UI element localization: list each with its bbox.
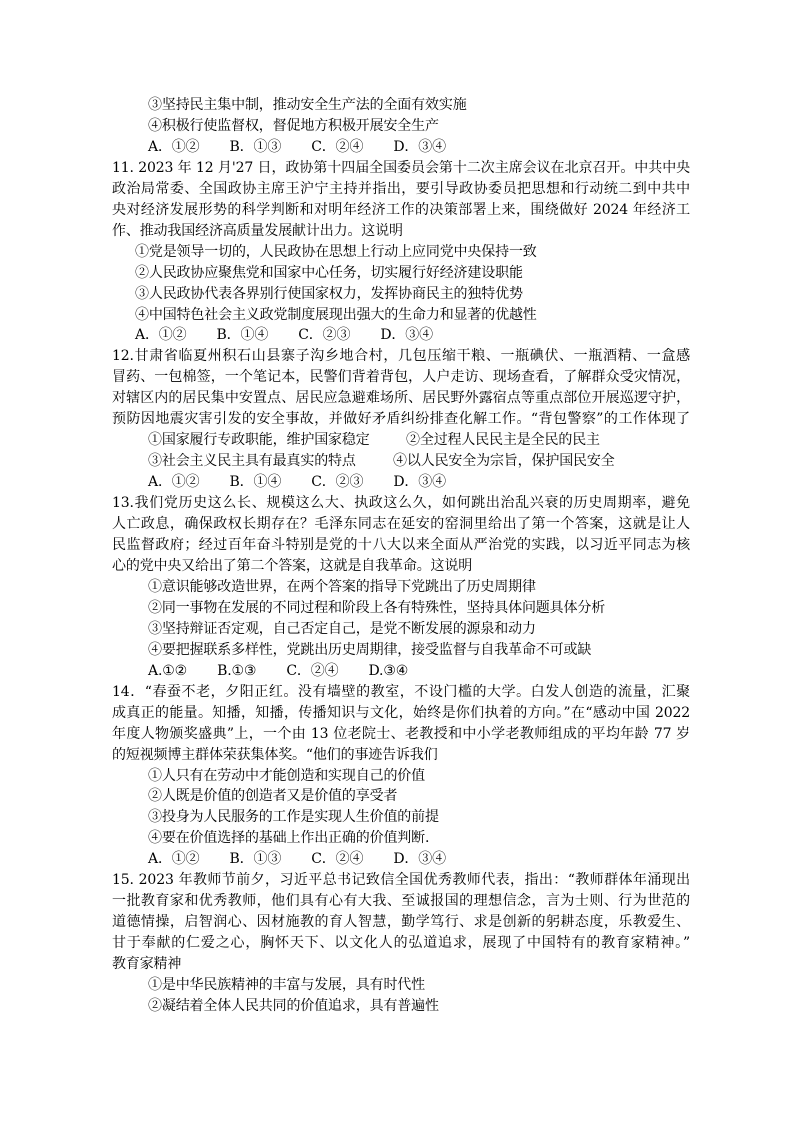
q11-choices — [112, 325, 690, 346]
q13-stem-line: 13.我们党历史这么长、规模这么大、执政这么久，如何跳出治乱兴衰的历史周期率，避免 — [112, 495, 690, 512]
choice-a: A．①② — [135, 327, 187, 344]
choice-b: B．①③ — [229, 138, 282, 155]
q14-option: ④要在价值选择的基础上作出正确的价值判断. — [148, 830, 430, 847]
q12-option: ④以人民安全为宗旨，保护国民安全 — [393, 453, 615, 470]
q12-stem-line: 12.甘肃省临夏州积石山县寨子沟乡地合村，几包压缩干粮、一瓶碘伏、一瓶酒精、一盒感 — [112, 348, 690, 365]
q15-option: ②凝结着全体人民共同的价值追求，具有普遍性 — [148, 997, 439, 1014]
q15-stem-line: 教育家精神 — [112, 956, 182, 973]
choice-c: C．②④ — [311, 138, 364, 155]
exam-page — [112, 95, 690, 1017]
choice-d: D.③④ — [368, 662, 409, 679]
q13-stem-line: 心的党中央又给出了第二个答案，这就是自我革命。这说明 — [112, 557, 473, 574]
q11-stem-line: 作、推动我国经济高质量发展献计出力。这说明 — [112, 222, 403, 239]
q13-option: ②同一事物在发展的不同过程和阶段上各有特殊性，坚持具体问题具体分析 — [148, 599, 606, 616]
q11-option: ④中国特色社会主义政党制度展现出强大的生命力和显著的优越性 — [135, 306, 537, 323]
choice-c: C．②④ — [286, 662, 339, 679]
choice-a: A．①② — [148, 474, 200, 491]
q12-stem-line: 对辖区内的居民集中安置点、居民应急避难场所、居民野外露宿点等重点部位开展巡逻守护， — [112, 390, 690, 407]
q14-stem-line: 的短视频博主群体荣获集体奖。“他们的事迹告诉我们 — [112, 746, 438, 763]
q14-option: ①人只有在劳动中才能创造和实现自己的价值 — [148, 767, 425, 784]
q12-stem-line: 预防因地震灾害引发的安全事故，并做好矛盾纠纷排查化解工作。“背包警察”的工作体现了 — [112, 411, 690, 428]
q12-option: ②全过程人民民主是全民的民主 — [406, 432, 600, 449]
q13-option: ③坚持辩证否定观，自己否定自己，是党不断发展的源泉和动力 — [148, 620, 536, 637]
q13-stem-line: 民监督政府；经过百年奋斗特别是党的十八大以来全面从严治党的实践，以习近平同志为核 — [112, 537, 690, 554]
q12-option: ③社会主义民主具有最真实的特点 — [148, 453, 356, 470]
q12-option-row — [112, 430, 690, 451]
choice-a: A．①② — [148, 138, 200, 155]
q12-choices — [112, 472, 690, 493]
choice-c: C．②③ — [298, 327, 351, 344]
q11-stem-line: 政治局常委、全国政协主席王沪宁主持并指出，要引导政协委员把思想和行动统二到中共中 — [112, 180, 690, 197]
q14-stem-line: 年度人物颁奖盛典”上，一个由 13 位老院士、老教授和中小学老教师组成的平均年龄 77 岁 — [112, 725, 690, 742]
q14-stem-line: 14．“春蚕不老，夕阳正红。没有墙壁的教室，不设门槛的大学。白发人创造的流量，汇聚 — [112, 683, 690, 700]
q11-option: ②人民政协应聚焦党和国家中心任务，切实履行好经济建设职能 — [135, 264, 523, 281]
choice-d: D．③④ — [393, 851, 446, 868]
q13-option: ①意识能够改造世界，在两个答案的指导下党跳出了历史周期律 — [148, 578, 536, 595]
choice-c: C．②④ — [311, 851, 364, 868]
choice-d: D．③④ — [393, 474, 446, 491]
q14-option: ③投身为人民服务的工作是实现人生价值的前提 — [148, 809, 439, 826]
choice-d: D．③④ — [393, 138, 446, 155]
q11-stem-line: 11. 2023 年 12 月'27 日，政协第十四届全国委员会第十二次主席会议在北京召开。中共中央 — [112, 159, 690, 176]
choice-a: A.①② — [148, 662, 188, 679]
q11-stem-line: 央对经济发展形势的科学判断和对明年经济工作的决策部署上来，围绕做好 2024 年经济工 — [112, 201, 690, 218]
q15-stem-line: 15. 2023 年教师节前夕，习近平总书记致信全国优秀教师代表，指出：“教师群体年涌现出 — [112, 872, 690, 889]
q10-option: ④积极行使监督权，督促地方积极开展安全生产 — [148, 117, 439, 134]
choice-a: A．①② — [148, 851, 200, 868]
q14-stem-line: 成真正的能量。知播，知播，传播知识与文化，始终是你们执着的方向。”在“感动中国 2022 — [112, 704, 690, 721]
choice-b: B．①③ — [229, 851, 282, 868]
q12-stem-line: 冒药、一包棉签，一个笔记本，民警们背着背包，人户走访、现场查看，了解群众受灾情况， — [112, 369, 690, 386]
q13-choices — [112, 661, 690, 682]
q15-stem-line: 一批教育家和优秀教师，他们具有心有大我、至诚报国的理想信念，言为士则、行为世范的 — [112, 893, 690, 910]
q15-stem-line: 甘于奉献的仁爱之心，胸怀天下、以文化人的弘道追求，展现了中国特有的教育家精神。” — [112, 935, 690, 952]
q13-stem-line: 人亡政息，确保政权长期存在？毛泽东同志在延安的窑洞里给出了第一个答案，这就是让人 — [112, 516, 690, 533]
q11-option: ③人民政协代表各界别行使国家权力，发挥协商民主的独特优势 — [135, 285, 523, 302]
q14-option: ②人既是价值的创造者又是价值的享受者 — [148, 788, 398, 805]
choice-b: B.①③ — [217, 662, 257, 679]
q15-option: ①是中华民族精神的丰富与发展，具有时代性 — [148, 977, 425, 994]
choice-b: B．①④ — [229, 474, 282, 491]
q15-stem-line: 道德情操，启智润心、因材施教的育人智慧，勤学笃行、求是创新的躬耕态度，乐教爱生、 — [112, 914, 690, 931]
q11-option: ①党是领导一切的，人民政协在思想上行动上应同党中央保持一致 — [135, 243, 537, 260]
choice-c: C．②③ — [311, 474, 364, 491]
q14-choices — [112, 849, 690, 870]
q10-choices — [112, 137, 690, 158]
choice-b: B．①④ — [216, 327, 269, 344]
q12-option-row — [112, 451, 690, 472]
q10-option: ③坚持民主集中制，推动安全生产法的全面有效实施 — [148, 97, 467, 113]
q12-option: ①国家履行专政职能，维护国家稳定 — [148, 432, 370, 449]
q13-option: ④要把握联系多样性，党跳出历史周期律，接受监督与自我革命不可或缺 — [148, 641, 592, 658]
choice-d: D．③④ — [380, 327, 433, 344]
